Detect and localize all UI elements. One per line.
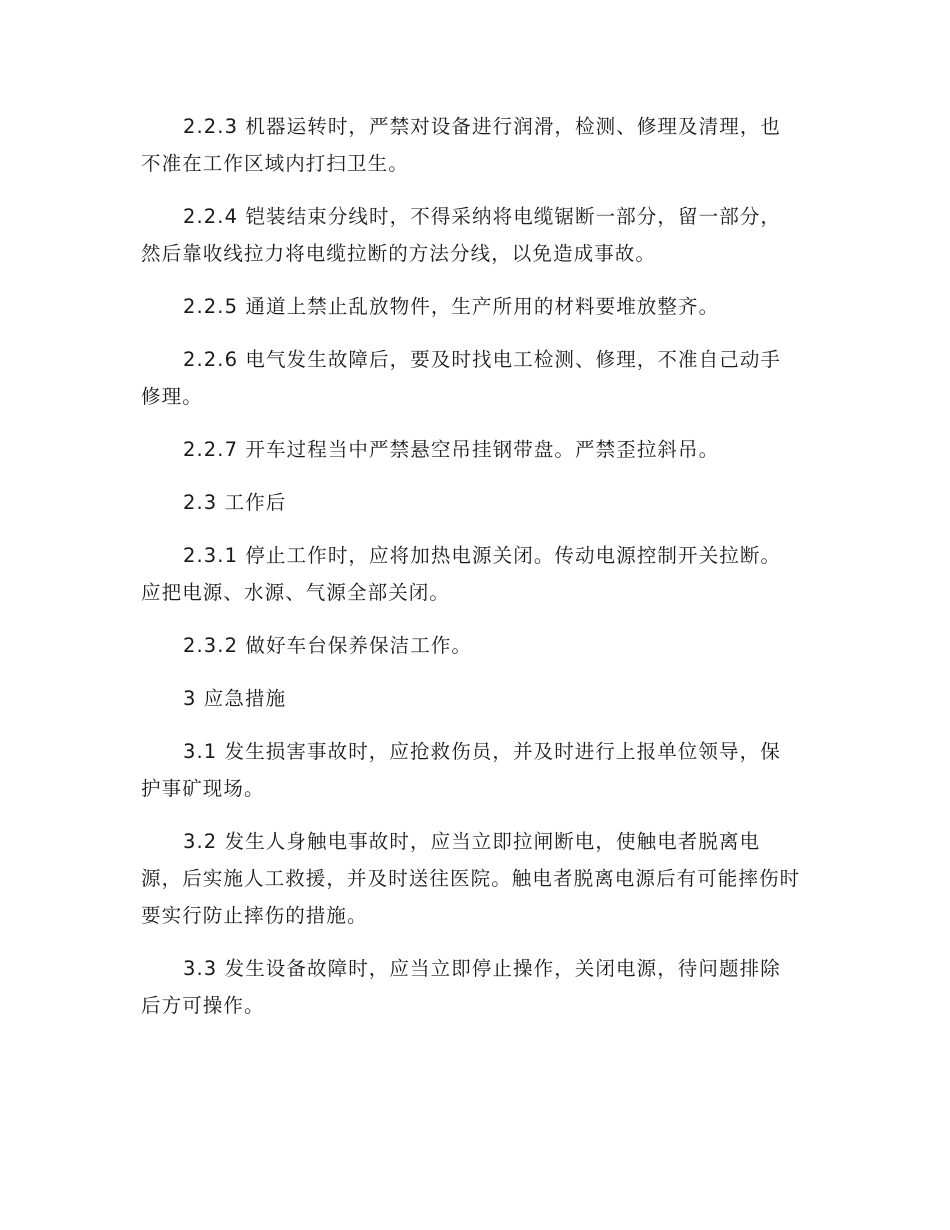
paragraph-3-1: 3.1 发生损害事故时，应抢救伤员，并及时进行上报单位领导，保护事矿现场。 [141, 740, 781, 800]
paragraph-3-3: 3.3 发生设备故障时，应当立即停止操作，关闭电源，待问题排除后方可操作。 [141, 957, 781, 1017]
paragraph-3-2: 3.2 发生人身触电事故时，应当立即拉闸断电，使触电者脱离电源，后实施人工救援，并及时送往医院。触电者脱离电源后有可能摔伤时要实行防止摔伤的措施。 [141, 830, 801, 927]
paragraph-2-2-3: 2.2.3 机器运转时，严禁对设备进行润滑，检测、修理及清理，也不准在工作区域内打扫卫生。 [141, 115, 782, 175]
document-body [141, 108, 801, 1040]
section-heading-2-3: 2.3 工作后 [183, 491, 287, 514]
paragraph-2-2-6: 2.2.6 电气发生故障后，要及时找电工检测、修理，不准自己动手修理。 [141, 348, 782, 408]
paragraph-2-3-2: 2.3.2 做好车台保养保洁工作。 [183, 634, 473, 657]
paragraph-2-2-5: 2.2.5 通道上禁止乱放物件，生产所用的材料要堆放整齐。 [183, 295, 720, 318]
paragraph-2-2-4: 2.2.4 铠装结束分线时，不得采纳将电缆锯断一部分，留一部分，然后靠收线拉力将电缆拉断的方法分线，以免造成事故。 [141, 205, 782, 265]
paragraph-2-2-7: 2.2.7 开车过程当中严禁悬空吊挂钢带盘。严禁歪拉斜吊。 [183, 438, 720, 461]
paragraph-2-3-1: 2.3.1 停止工作时，应将加热电源关闭。传动电源控制开关拉断。应把电源、水源、气源全部关闭。 [141, 544, 782, 604]
section-heading-3: 3 应急措施 [183, 687, 287, 710]
